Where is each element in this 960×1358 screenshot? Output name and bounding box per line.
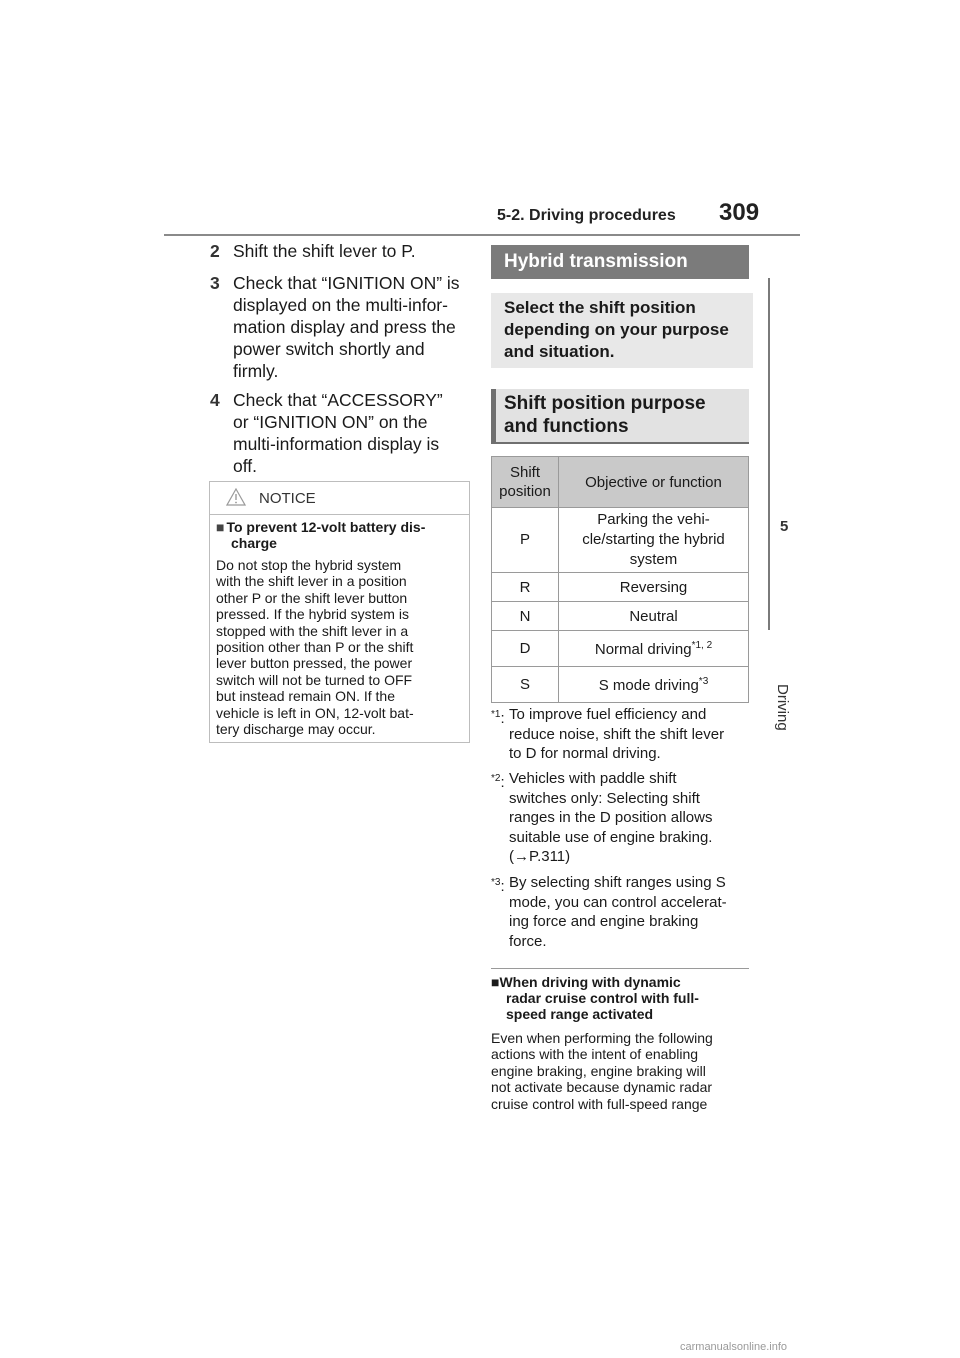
chapter-number: 5 [780,518,789,535]
step-text-line: Check that “IGNITION ON” is [233,273,460,293]
step-text-line: off. [233,456,258,476]
step-text-line: displayed on the multi-infor- [233,295,448,315]
step-number: 3 [210,273,220,293]
table-row [492,631,749,667]
function-cell: Parking the vehi- cle/starting the hybrid system [559,508,749,573]
step-text-line: Shift the shift lever to P. [233,241,416,261]
footnote-ref: *3 [698,675,709,687]
function-cell: Neutral [559,602,749,631]
watermark-text: carmanualsonline.info [680,1341,788,1353]
shift-position-cell: N [492,602,559,631]
table-row [492,573,749,602]
intro-box: Select the shift position depending on your purpose and situation. [491,293,753,368]
chapter-label: Driving [774,684,791,731]
dynamic-radar-subheading: ■When driving with dynamic radar cruise control with full- speed range activated [491,974,699,1022]
notice-body: Do not stop the hybrid system with the shift lever in a position other P or the shift lever button pressed. If the hybrid system is stopped with the shift lever in a position other than P or the shift lever button pressed, the power switch will not be turned to OFF but instead remain ON. If the vehicle is left in ON, 12-volt bat- tery discharge may occur. [216,557,414,738]
shift-position-table [491,456,749,703]
shift-position-cell: D [492,631,559,667]
hybrid-transmission-heading: Hybrid transmission [491,245,749,279]
step-text-line: multi-information display is [233,434,440,454]
footnote-ref: *1, 2 [691,639,713,651]
page-reference-link[interactable]: (→P.311) [509,848,571,866]
section-divider [491,968,749,969]
column-header-shift-position: Shift position [492,457,559,508]
table-row [492,508,749,573]
step-text-line: power switch shortly and [233,339,425,359]
step-number: 4 [210,390,220,410]
step-number: 2 [210,241,220,261]
shift-position-purpose-heading: Shift position purpose and functions [491,389,749,444]
notice-box [209,481,470,743]
function-cell: S mode driving$^{*3}$ [559,667,749,703]
warning-triangle-icon [226,488,246,511]
notice-subheading: ■ To prevent 12-volt battery dis- charge [216,519,426,551]
function-cell: Normal driving$^{*1, 2}$ [559,631,749,667]
shift-position-cell: R [492,573,559,602]
table-header-row [492,457,749,508]
step-text-line: mation display and press the [233,317,456,337]
section-title: 5-2. Driving procedures [497,207,676,224]
shift-position-cell: P [492,508,559,573]
notice-header [210,482,469,515]
step-text-line: firmly. [233,361,279,381]
function-cell: Reversing [559,573,749,602]
square-bullet-icon: ■ [491,974,500,990]
notice-title: NOTICE [259,490,316,507]
step-text-line: Check that “ACCESSORY” [233,390,443,410]
chapter-tab-line [768,278,770,630]
page-number: 309 [719,199,760,226]
header-divider [164,234,800,236]
shift-position-cell: S [492,667,559,703]
square-bullet-icon: ■ [216,519,225,535]
table-row [492,602,749,631]
column-header-objective: Objective or function [559,457,749,508]
step-text-line: or “IGNITION ON” on the [233,412,428,432]
table-row [492,667,749,703]
dynamic-radar-body: Even when performing the following actions with the intent of enabling engine braking, engine braking will not activate because dynamic radar cruise control with full-speed range [491,1030,713,1112]
